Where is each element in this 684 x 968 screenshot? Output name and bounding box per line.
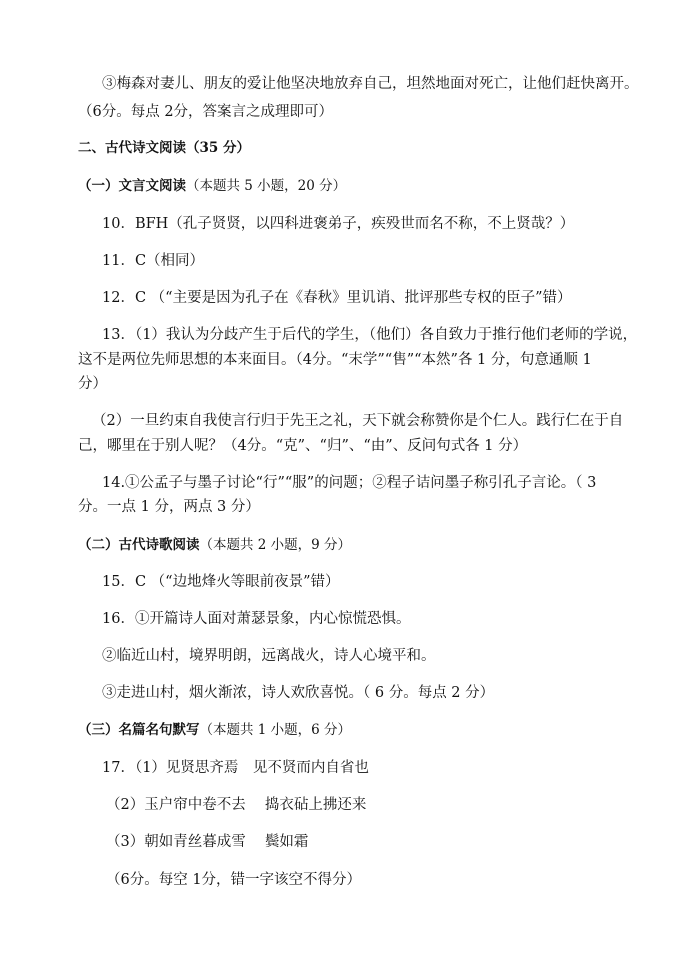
answer-9-scoring-note: （6分。每点 2分，答案言之成理即可） bbox=[78, 104, 334, 120]
answer-10: 10．BFH（孔子贤贤，以四科进褒弟子，疾殁世而名不称，不上贤哉？） bbox=[102, 216, 575, 232]
answer-17-part-1: 17．（1）见贤思齐焉 见不贤而内自省也 bbox=[102, 760, 369, 776]
answer-11: 11．C（相同） bbox=[102, 253, 205, 269]
answer-13-part-2-line-1: （2）一旦约束自我使言行归于先王之礼，天下就会称赞你是个仁人。践行仁在于自 bbox=[92, 413, 624, 429]
subsection-title: （三）名篇名句默写 bbox=[78, 722, 200, 738]
subsection-meta: （本题共 1 小题，6 分） bbox=[199, 722, 352, 738]
answer-16-point-3: ③走进山村，烟火渐浓，诗人欢欣喜悦。（ 6 分。每点 2 分） bbox=[102, 685, 495, 701]
answer-14-line-1: 14.①公孟子与墨子讨论“行”“服”的问题；②程子诘问墨子称引孔子言论。（ 3 bbox=[102, 475, 597, 491]
subsection-meta: （本题共 2 小题，9 分） bbox=[199, 537, 352, 553]
answer-16-point-1: 16．①开篇诗人面对萧瑟景象，内心惊慌恐惧。 bbox=[102, 611, 411, 627]
answer-13-part-1-line-3: 分） bbox=[78, 376, 107, 392]
answer-17-part-3: （3）朝如青丝暮成雪 鬓如霜 bbox=[106, 834, 309, 850]
answer-9-point-3: ③梅森对妻儿、朋友的爱让他坚决地放弃自己，坦然地面对死亡，让他们赶快离开。 bbox=[102, 76, 639, 92]
subsection-meta: （本题共 5 小题，20 分） bbox=[186, 178, 347, 194]
answer-12: 12．C （“主要是因为孔子在《春秋》里讥诮、批评那些专权的臣子”错） bbox=[102, 290, 572, 306]
answer-13-part-2-line-2: 己，哪里在于别人呢？（4分。“克”、“归”、“由”、反问句式各 1 分） bbox=[78, 438, 528, 454]
subsection-heading-classical-prose bbox=[78, 177, 346, 195]
answer-16-point-2: ②临近山村，境界明朗，远离战火，诗人心境平和。 bbox=[102, 648, 436, 664]
answer-13-part-1-line-2: 这不是两位先师思想的本来面目。（4分。“末学”“售”“本然”各 1 分，句意通顺 1 bbox=[78, 352, 592, 368]
answer-17-part-2: （2）玉户帘中卷不去 捣衣砧上拂还来 bbox=[106, 797, 367, 813]
answer-17-scoring-note: （6分。每空 1分，错一字该空不得分） bbox=[106, 872, 362, 888]
answer-13-part-1-line-1: 13．（1）我认为分歧产生于后代的学生，（他们）各自致力于推行他们老师的学说， bbox=[102, 327, 638, 343]
subsection-heading-famous-lines bbox=[78, 721, 351, 739]
subsection-heading-ancient-poem bbox=[78, 536, 351, 554]
answer-14-line-2: 分。一点 1 分，两点 3 分） bbox=[78, 499, 260, 515]
section-heading-ancient-poetry: 二、古代诗文阅读（35 分） bbox=[78, 140, 250, 156]
answer-15: 15．C （“边地烽火等眼前夜景”错） bbox=[102, 574, 340, 590]
subsection-title: （一）文言文阅读 bbox=[78, 178, 186, 194]
subsection-title: （二）古代诗歌阅读 bbox=[78, 537, 200, 553]
